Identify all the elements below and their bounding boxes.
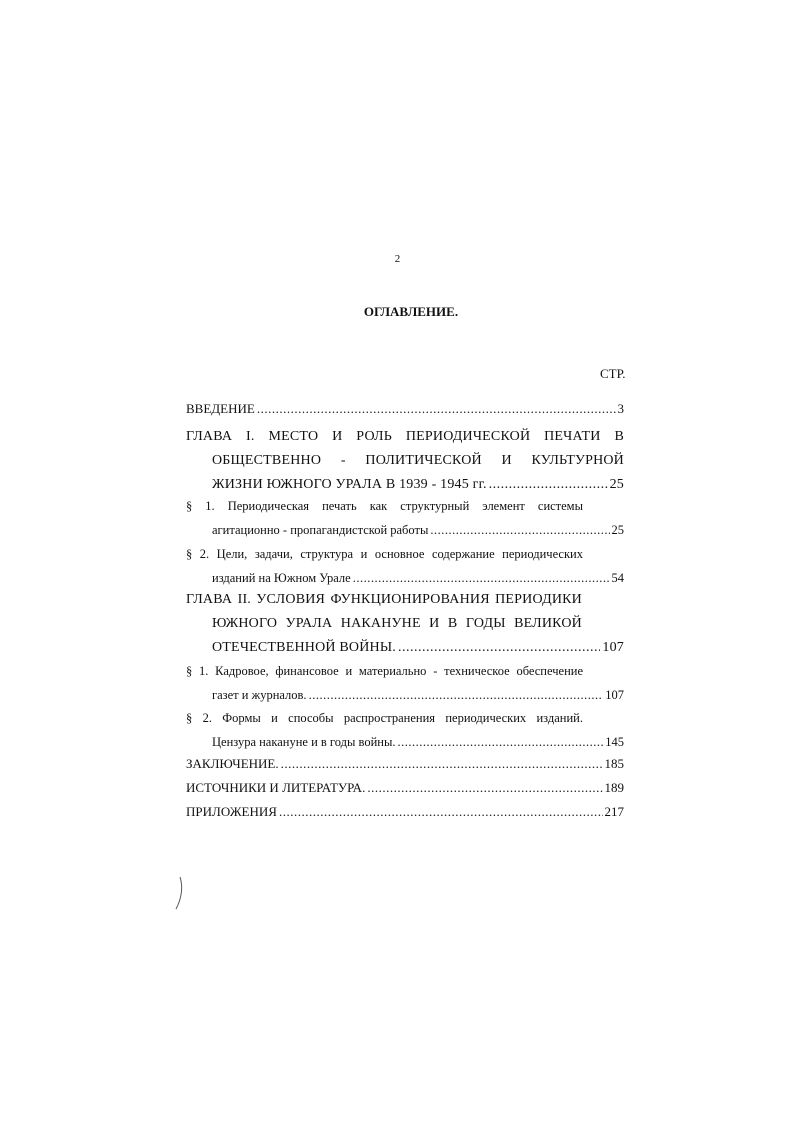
toc-entry-line: ОБЩЕСТВЕННО - ПОЛИТИЧЕСКОЙ И КУЛЬТУРНОЙ (212, 453, 624, 468)
dot-leader (279, 800, 603, 824)
toc-page-ref: 145 (605, 735, 624, 749)
pencil-mark (174, 876, 188, 910)
dot-leader (367, 776, 602, 800)
toc-entry-chapter-2 (186, 588, 624, 660)
toc-entry-text: газет и журналов. (212, 688, 307, 702)
toc-entry-text: ЗАКЛЮЧЕНИЕ. (186, 756, 279, 771)
page-column-label: СТР. (600, 366, 626, 381)
page-number: 2 (394, 253, 401, 265)
toc-entry-line: § 1. Кадровое, финансовое и материально - техническое обеспечение (186, 664, 583, 678)
dot-leader (281, 752, 603, 776)
toc-page-ref: 25 (609, 477, 624, 492)
toc-page-ref: 217 (604, 804, 624, 819)
toc-entry-text: агитационно - пропагандистской работы (212, 523, 429, 537)
toc-entry-line: § 1. Периодическая печать как структурный элемент системы (186, 499, 583, 513)
toc-entry-text: ИСТОЧНИКИ И ЛИТЕРАТУРА. (186, 780, 366, 795)
dot-leader (309, 683, 604, 707)
toc-page-ref: 54 (611, 571, 624, 585)
toc-entry-ch2-sec2 (186, 706, 624, 754)
toc-entry-ch1-sec1 (186, 494, 624, 542)
toc-page-ref: 107 (605, 688, 624, 702)
toc-page-ref: 3 (617, 401, 624, 416)
toc-page-ref: 185 (604, 756, 624, 771)
toc-entry-chapter-1 (186, 425, 624, 497)
toc-entry-text: ВВЕДЕНИЕ (186, 401, 255, 416)
toc-entry-conclusion (186, 752, 624, 776)
toc-entry-sources (186, 776, 624, 800)
toc-entry-text: ЖИЗНИ ЮЖНОГО УРАЛА В 1939 - 1945 гг. (212, 477, 487, 492)
toc-entry-text: ПРИЛОЖЕНИЯ (186, 804, 277, 819)
toc-entry-ch1-sec2 (186, 542, 624, 590)
dot-leader (353, 566, 610, 590)
dot-leader (430, 518, 609, 542)
toc-entry-line: ЮЖНОГО УРАЛА НАКАНУНЕ И В ГОДЫ ВЕЛИКОЙ (212, 616, 582, 631)
dot-leader (257, 397, 616, 421)
toc-entry-appendix (186, 800, 624, 824)
page-title: ОГЛАВЛЕНИЕ. (363, 304, 459, 319)
dot-leader (397, 730, 603, 754)
toc-entry-text: Цензура накануне и в годы войны. (212, 735, 396, 749)
toc-entry-line: ГЛАВА I. МЕСТО И РОЛЬ ПЕРИОДИЧЕСКОЙ ПЕЧАТИ В (186, 429, 624, 444)
toc-page-ref: 189 (604, 780, 624, 795)
dot-leader (398, 636, 600, 660)
toc-entry-text: ОТЕЧЕСТВЕННОЙ ВОЙНЫ. (212, 640, 396, 655)
toc-entry-text: изданий на Южном Урале (212, 571, 351, 585)
toc-entry-line: § 2. Формы и способы распространения периодических изданий. (186, 711, 583, 725)
toc-entry-line: § 2. Цели, задачи, структура и основное содержание периодических (186, 547, 583, 561)
toc-entry-line: ГЛАВА II. УСЛОВИЯ ФУНКЦИОНИРОВАНИЯ ПЕРИОДИКИ (186, 592, 582, 607)
toc-entry-ch2-sec1 (186, 659, 624, 707)
toc-entry-intro (186, 397, 624, 421)
toc-page-ref: 107 (602, 640, 624, 655)
toc-page-ref: 25 (611, 523, 624, 537)
